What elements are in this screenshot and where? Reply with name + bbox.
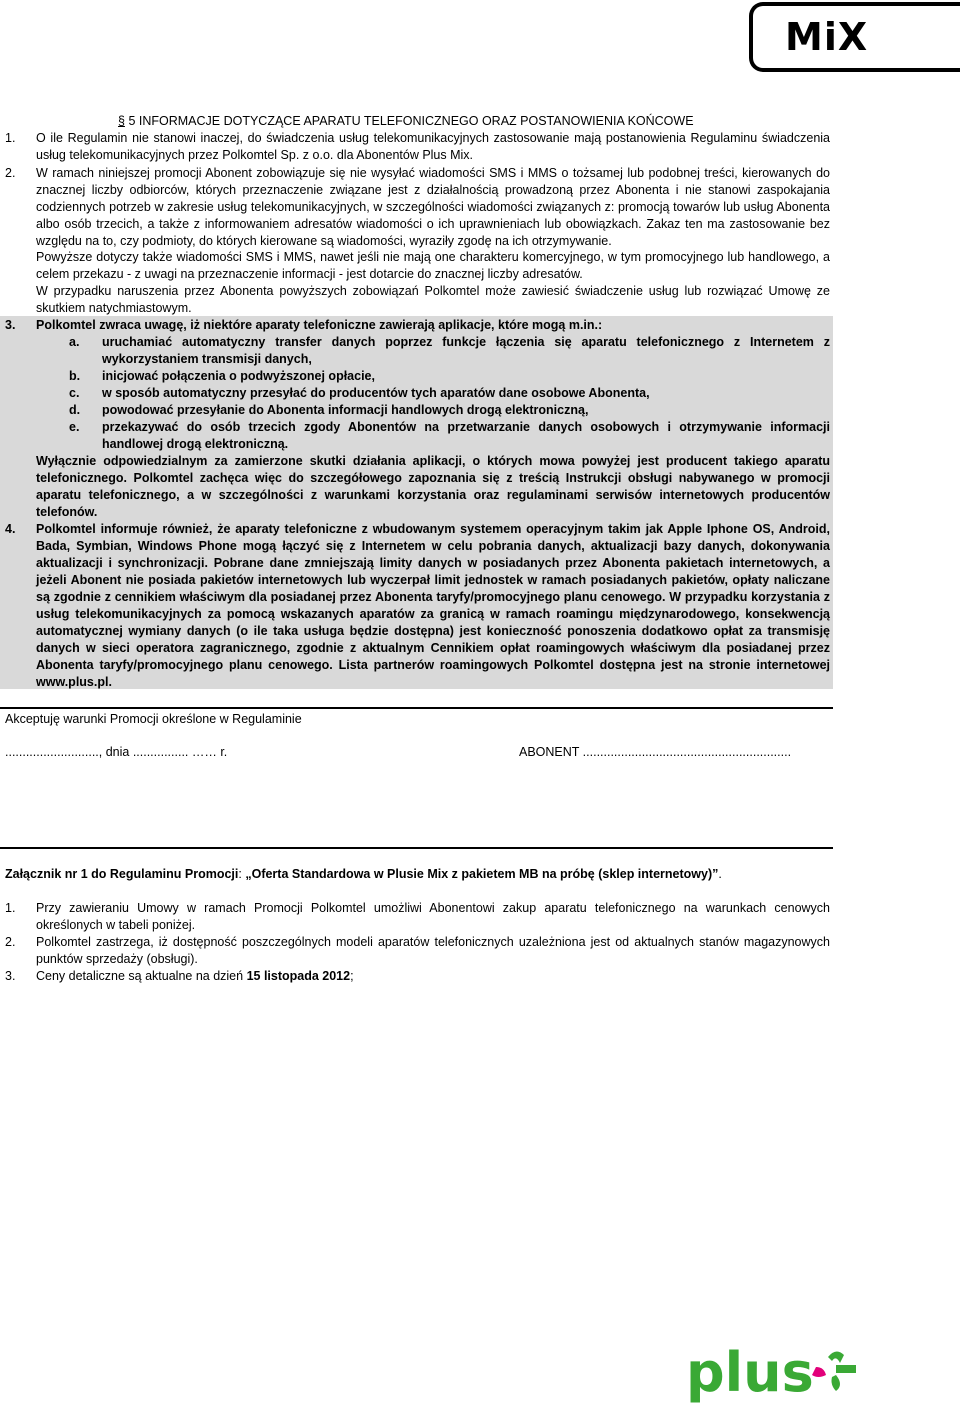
annex-item-3-date: 15 listopada 2012 <box>246 969 351 983</box>
mix-logo-text: MiX <box>785 15 869 59</box>
item-1-number: 1. <box>5 131 16 145</box>
section-symbol: § <box>118 114 125 128</box>
item-3-intro: Polkomtel zwraca uwagę, iż niektóre aparaty telefoniczne zawierają aplikacje, które mogą m.in.: <box>36 318 603 332</box>
plus-logo-text: plus <box>686 1345 814 1404</box>
annex-title-name: „Oferta Standardowa w Plusie Mix z pakietem MB na próbę (sklep internetowy)” <box>245 867 719 881</box>
annex-title-end: . <box>718 867 722 881</box>
divider-bottom <box>0 847 833 849</box>
section-heading <box>118 114 694 128</box>
item-2-number: 2. <box>5 166 16 180</box>
annex-item-3-pre: Ceny detaliczne są aktualne na dzień <box>36 969 247 983</box>
item-3-number: 3. <box>5 318 16 332</box>
item-3-sub-c-letter: c. <box>69 386 80 400</box>
annex-item-3-post: ; <box>350 969 354 983</box>
subscriber-signature-line: ABONENT ............................................................ <box>519 745 792 759</box>
plus-logo <box>686 1345 861 1418</box>
plus-logo-graphic <box>686 1345 861 1413</box>
annex-item-2-number: 2. <box>5 935 16 949</box>
annex-title-colon: : <box>238 867 246 881</box>
divider-top <box>0 707 833 709</box>
item-4-text: Polkomtel informuje również, że aparaty telefoniczne z wbudowanym systemem operacyjnym takim jak Apple Iphone OS, Android, Bada, Symbian, Windows Phone mogą łączyć się z Internetem w celu pobrania danych, aktualizacji bazy danych, dokonywania aktualizacji i synchronizacji. Pobrane dane zmniejszają limity danych w posiadanych przez Abonenta pakietach internetowych, a jeżeli Abonent nie posiada pakietów internetowych lub wyczerpał limit jednostek w ramach posiadanych pakietów, opłaty naliczane są zgodnie z cennikiem właściwym dla posiadanej przez Abonenta taryfy/promocyjnego planu cenowego. W przypadku korzystania z usług telekomunikacyjnych za pomocą wskazanych aparatów za granicą w ramach roamingu międzynarodowego, konsekwencją automatycznej wymiany danych (o ile taka usługa będzie dostępna) jest konieczność ponoszenia dodatkowo opłat za transmisję danych w sieci operatora zagranicznego, zgodnie z aktualnym Cennikiem opłat roamingowych właściwym dla posiadanej przez Abonenta taryfy/promocyjnego planu cenowego. Lista partnerów roamingowych Polkomtel dostępna jest na stronie internetowej www.plus.pl. <box>36 522 830 689</box>
plus-symbol-icon <box>812 1351 856 1391</box>
mix-logo <box>749 2 960 72</box>
annex-title-bold: Załącznik nr 1 do Regulaminu Promocji <box>5 867 239 881</box>
annex-item-3-number: 3. <box>5 969 16 983</box>
item-4-number: 4. <box>5 522 16 536</box>
annex-item-2-text: Polkomtel zastrzega, iż dostępność poszczególnych modeli aparatów telefonicznych uzależniona jest od aktualnych stanów magazynowych punktów sprzedaży (obsługi). <box>36 935 830 966</box>
annex-item-1-text: Przy zawieraniu Umowy w ramach Promocji Polkomtel umożliwi Abonentowi zakup aparatu telefonicznego na warunkach cenowych określonych w tabeli poniżej. <box>36 901 830 932</box>
item-3-outro: Wyłącznie odpowiedzialnym za zamierzone skutki działania aplikacji, o których mowa powyżej jest producent takiego aparatu telefonicznego. Polkomtel zachęca więc do szczegółowego zapoznania się z treścią Instrukcji obsługi nabywanego w promocji aparatu telefonicznego, a w szczególności z warunkami korzystania oraz regulaminami serwisów internetowych producentów telefonów. <box>36 454 830 519</box>
item-1-text: O ile Regulamin nie stanowi inaczej, do świadczenia usług telekomunikacyjnych zastosowanie mają postanowienia Regulaminu świadczenia usług telekomunikacyjnych przez Polkomtel Sp. z o.o. dla Abonentów Plus Mix. <box>36 131 830 162</box>
annex-item-3-text <box>36 968 830 985</box>
item-3-sub-d-letter: d. <box>69 403 81 417</box>
item-2-paragraph-3: W przypadku naruszenia przez Abonenta powyższych zobowiązań Polkomtel może zawiesić świadczenie usług lub rozwiązać Umowę ze skutkiem natychmiastowym. <box>36 284 830 315</box>
section-title: 5 INFORMACJE DOTYCZĄCE APARATU TELEFONICZNEGO ORAZ POSTANOWIENIA KOŃCOWE <box>128 114 694 128</box>
item-3-sub-a-letter: a. <box>69 335 80 349</box>
annex-item-1-number: 1. <box>5 901 16 915</box>
acceptance-text: Akceptuję warunki Promocji określone w Regulaminie <box>5 712 302 726</box>
item-3-sub-a-text: uruchamiać automatyczny transfer danych poprzez funkcje łączenia się aparatu telefonicznego z Internetem z wykorzystaniem transmisji danych, <box>102 335 830 366</box>
annex-title <box>5 866 835 883</box>
item-3-sub-d-text: powodować przesyłanie do Abonenta informacji handlowych drogą elektroniczną, <box>102 403 589 417</box>
date-signature-line: ..........................., dnia ................ …… r. <box>5 745 228 759</box>
item-3-sub-b-letter: b. <box>69 369 81 383</box>
item-3-sub-c-text: w sposób automatyczny przesyłać do producentów tych aparatów dane osobowe Abonenta, <box>102 386 650 400</box>
item-2-paragraph-1: W ramach niniejszej promocji Abonent zobowiązuje się nie wysyłać wiadomości SMS i MMS o tożsamej lub podobnej treści, kierowanych do znacznej liczby odbiorców, których przeznaczenie związane jest z działalnością prowadzoną przez Abonenta i nie stanowi zaspokajania codziennych potrzeb w zakresie usług telekomunikacyjnych, w szczególności wiadomości związanych z: promocją towarów lub usług Abonenta albo osób trzecich, a także z informowaniem adresatów wiadomości o ich uprawnieniach lub obowiązkach. Zakaz ten ma zastosowanie bez względu na to, czy podmioty, do których kierowane są wiadomości, wyraziły zgodę na ich otrzymywanie. <box>36 166 830 248</box>
item-3-sub-b-text: inicjować połączenia o podwyższonej opłacie, <box>102 369 375 383</box>
item-3-sub-e-text: przekazywać do osób trzecich zgody Abonentów na przetwarzanie danych osobowych i otrzymywanie informacji handlowej drogą elektroniczną. <box>102 420 830 451</box>
item-2-paragraph-2: Powyższe dotyczy także wiadomości SMS i MMS, nawet jeśli nie mają one charakteru komercyjnego, w tym promocyjnego lub handlowego, a celem przekazu - z uwagi na przeznaczenie informacji - jest dotarcie do znacznej liczby adresatów. <box>36 250 830 281</box>
item-3-sub-e-letter: e. <box>69 420 80 434</box>
